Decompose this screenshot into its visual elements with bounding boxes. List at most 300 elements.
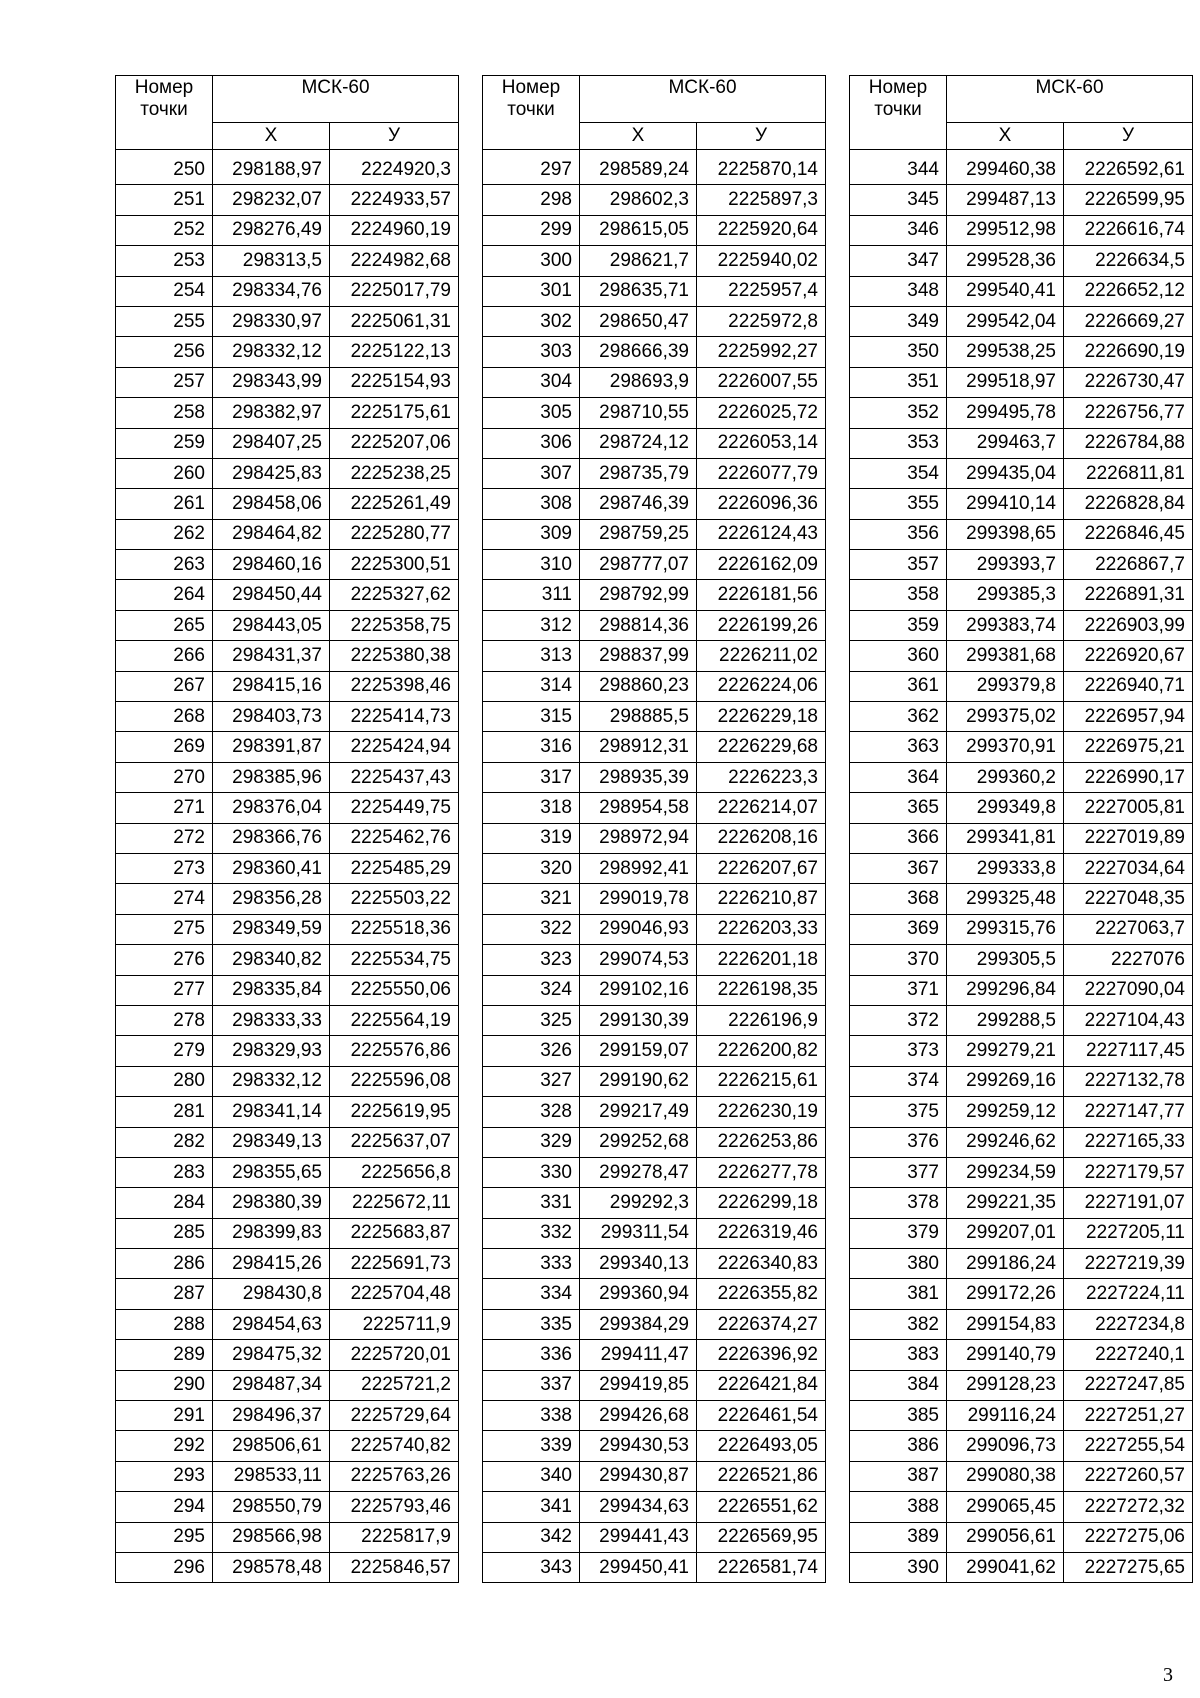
x-coordinate-cell: 299341,81 bbox=[947, 823, 1064, 853]
table-row bbox=[483, 185, 826, 215]
table-row bbox=[116, 1218, 459, 1248]
point-number-cell: 382 bbox=[850, 1309, 947, 1339]
y-coordinate-cell: 2225534,75 bbox=[330, 945, 459, 975]
x-coordinate-cell: 298366,76 bbox=[213, 823, 330, 853]
table-row bbox=[850, 458, 1193, 488]
y-coordinate-cell: 2227191,07 bbox=[1064, 1188, 1193, 1218]
y-coordinate-cell: 2226340,83 bbox=[697, 1249, 826, 1279]
x-coordinate-cell: 299542,04 bbox=[947, 306, 1064, 336]
table-row bbox=[850, 1127, 1193, 1157]
point-number-cell: 371 bbox=[850, 975, 947, 1005]
x-coordinate-cell: 299217,49 bbox=[580, 1097, 697, 1127]
x-coordinate-cell: 298621,7 bbox=[580, 246, 697, 276]
x-coordinate-cell: 299190,62 bbox=[580, 1066, 697, 1096]
point-number-cell: 354 bbox=[850, 458, 947, 488]
x-coordinate-cell: 299384,29 bbox=[580, 1309, 697, 1339]
point-number-cell: 344 bbox=[850, 150, 947, 185]
x-coordinate-cell: 299056,61 bbox=[947, 1522, 1064, 1552]
point-number-cell: 349 bbox=[850, 306, 947, 336]
point-number-cell: 302 bbox=[483, 306, 580, 336]
y-coordinate-cell: 2226124,43 bbox=[697, 519, 826, 549]
point-number-cell: 295 bbox=[116, 1522, 213, 1552]
point-number-cell: 299 bbox=[483, 215, 580, 245]
x-coordinate-cell: 298487,34 bbox=[213, 1370, 330, 1400]
table-row bbox=[116, 1492, 459, 1522]
table-row bbox=[850, 610, 1193, 640]
table-row bbox=[116, 823, 459, 853]
table-row bbox=[850, 1401, 1193, 1431]
point-number-cell: 390 bbox=[850, 1552, 947, 1582]
coordinate-system-header: МСК-60 bbox=[213, 76, 459, 123]
table-row bbox=[116, 945, 459, 975]
point-number-cell: 384 bbox=[850, 1370, 947, 1400]
table-row bbox=[483, 1249, 826, 1279]
table-row bbox=[850, 306, 1193, 336]
y-coordinate-cell: 2225207,06 bbox=[330, 428, 459, 458]
table-row bbox=[116, 398, 459, 428]
table-row bbox=[850, 1461, 1193, 1491]
x-coordinate-cell: 298759,25 bbox=[580, 519, 697, 549]
y-coordinate-cell: 2227132,78 bbox=[1064, 1066, 1193, 1096]
point-number-cell: 330 bbox=[483, 1157, 580, 1187]
x-coordinate-cell: 298349,13 bbox=[213, 1127, 330, 1157]
point-number-cell: 327 bbox=[483, 1066, 580, 1096]
x-coordinate-cell: 299128,23 bbox=[947, 1370, 1064, 1400]
y-coordinate-cell: 2226669,27 bbox=[1064, 306, 1193, 336]
x-coordinate-cell: 299370,91 bbox=[947, 732, 1064, 762]
x-coordinate-cell: 299398,65 bbox=[947, 519, 1064, 549]
table-row bbox=[116, 276, 459, 306]
y-coordinate-cell: 2225261,49 bbox=[330, 489, 459, 519]
x-coordinate-cell: 298380,39 bbox=[213, 1188, 330, 1218]
x-coordinate-cell: 299207,01 bbox=[947, 1218, 1064, 1248]
y-coordinate-cell: 2226551,62 bbox=[697, 1492, 826, 1522]
table-row bbox=[483, 1461, 826, 1491]
table-row bbox=[850, 1309, 1193, 1339]
table-row bbox=[116, 975, 459, 1005]
y-coordinate-cell: 2227165,33 bbox=[1064, 1127, 1193, 1157]
y-coordinate-cell: 2226181,56 bbox=[697, 580, 826, 610]
x-coordinate-cell: 299450,41 bbox=[580, 1552, 697, 1582]
x-coordinate-cell: 299116,24 bbox=[947, 1401, 1064, 1431]
point-number-cell: 253 bbox=[116, 246, 213, 276]
y-coordinate-cell: 2225940,02 bbox=[697, 246, 826, 276]
x-coordinate-cell: 299385,3 bbox=[947, 580, 1064, 610]
x-coordinate-cell: 299259,12 bbox=[947, 1097, 1064, 1127]
y-coordinate-cell: 2226891,31 bbox=[1064, 580, 1193, 610]
x-coordinate-cell: 299269,16 bbox=[947, 1066, 1064, 1096]
table-row bbox=[483, 1279, 826, 1309]
point-number-cell: 303 bbox=[483, 337, 580, 367]
x-coordinate-cell: 299518,97 bbox=[947, 367, 1064, 397]
point-number-cell: 274 bbox=[116, 884, 213, 914]
x-coordinate-cell: 299140,79 bbox=[947, 1340, 1064, 1370]
y-coordinate-cell: 2225017,79 bbox=[330, 276, 459, 306]
point-number-cell: 288 bbox=[116, 1309, 213, 1339]
y-coordinate-cell: 2227104,43 bbox=[1064, 1005, 1193, 1035]
table-row bbox=[850, 1552, 1193, 1582]
point-number-cell: 345 bbox=[850, 185, 947, 215]
table-row bbox=[850, 975, 1193, 1005]
table-row bbox=[483, 489, 826, 519]
point-number-cell: 361 bbox=[850, 671, 947, 701]
x-coordinate-cell: 298475,32 bbox=[213, 1340, 330, 1370]
x-coordinate-cell: 299315,76 bbox=[947, 914, 1064, 944]
x-coordinate-cell: 298349,59 bbox=[213, 914, 330, 944]
x-coordinate-cell: 298860,23 bbox=[580, 671, 697, 701]
point-number-cell: 267 bbox=[116, 671, 213, 701]
point-number-cell: 342 bbox=[483, 1522, 580, 1552]
point-number-cell: 346 bbox=[850, 215, 947, 245]
table-row bbox=[483, 150, 826, 185]
x-coordinate-cell: 298343,99 bbox=[213, 367, 330, 397]
y-coordinate-cell: 2227019,89 bbox=[1064, 823, 1193, 853]
y-coordinate-cell: 2225870,14 bbox=[697, 150, 826, 185]
y-coordinate-cell: 2225817,9 bbox=[330, 1522, 459, 1552]
point-number-cell: 275 bbox=[116, 914, 213, 944]
point-number-cell: 347 bbox=[850, 246, 947, 276]
point-number-cell: 362 bbox=[850, 702, 947, 732]
y-coordinate-cell: 2225503,22 bbox=[330, 884, 459, 914]
x-coordinate-cell: 298912,31 bbox=[580, 732, 697, 762]
x-coordinate-cell: 299340,13 bbox=[580, 1249, 697, 1279]
point-number-header-line1: Номер bbox=[868, 77, 928, 98]
y-coordinate-cell: 2226229,18 bbox=[697, 702, 826, 732]
x-coordinate-cell: 299096,73 bbox=[947, 1431, 1064, 1461]
x-coordinate-cell: 298329,93 bbox=[213, 1036, 330, 1066]
table-row bbox=[483, 1522, 826, 1552]
point-number-cell: 376 bbox=[850, 1127, 947, 1157]
y-coordinate-cell: 2226396,92 bbox=[697, 1340, 826, 1370]
x-coordinate-cell: 298954,58 bbox=[580, 793, 697, 823]
table-row bbox=[850, 489, 1193, 519]
point-number-cell: 383 bbox=[850, 1340, 947, 1370]
table-row bbox=[483, 1309, 826, 1339]
y-coordinate-cell: 2226199,26 bbox=[697, 610, 826, 640]
table-row bbox=[483, 762, 826, 792]
x-coordinate-cell: 298341,14 bbox=[213, 1097, 330, 1127]
table-row bbox=[850, 1097, 1193, 1127]
y-coordinate-cell: 2225721,2 bbox=[330, 1370, 459, 1400]
x-coordinate-cell: 299102,16 bbox=[580, 975, 697, 1005]
y-coordinate-cell: 2226210,87 bbox=[697, 884, 826, 914]
table-row bbox=[483, 732, 826, 762]
x-coordinate-cell: 299435,04 bbox=[947, 458, 1064, 488]
x-coordinate-cell: 299296,84 bbox=[947, 975, 1064, 1005]
y-coordinate-cell: 2226903,99 bbox=[1064, 610, 1193, 640]
x-coordinate-cell: 298814,36 bbox=[580, 610, 697, 640]
y-coordinate-cell: 2225122,13 bbox=[330, 337, 459, 367]
y-coordinate-cell: 2226756,77 bbox=[1064, 398, 1193, 428]
table-row bbox=[116, 489, 459, 519]
point-number-cell: 251 bbox=[116, 185, 213, 215]
x-coordinate-cell: 298837,99 bbox=[580, 641, 697, 671]
coordinate-system-header: МСК-60 bbox=[580, 76, 826, 123]
x-coordinate-cell: 298385,96 bbox=[213, 762, 330, 792]
y-coordinate-cell: 2227240,1 bbox=[1064, 1340, 1193, 1370]
point-number-cell: 337 bbox=[483, 1370, 580, 1400]
point-number-cell: 320 bbox=[483, 853, 580, 883]
x-coordinate-cell: 298693,9 bbox=[580, 367, 697, 397]
table-row bbox=[850, 1005, 1193, 1035]
table-row bbox=[116, 914, 459, 944]
y-coordinate-cell: 2226493,05 bbox=[697, 1431, 826, 1461]
x-coordinate-cell: 299080,38 bbox=[947, 1461, 1064, 1491]
point-number-cell: 268 bbox=[116, 702, 213, 732]
point-number-cell: 292 bbox=[116, 1431, 213, 1461]
table-row bbox=[483, 428, 826, 458]
x-coordinate-cell: 299130,39 bbox=[580, 1005, 697, 1035]
x-coordinate-cell: 299252,68 bbox=[580, 1127, 697, 1157]
table-row bbox=[116, 150, 459, 185]
y-coordinate-cell: 2225280,77 bbox=[330, 519, 459, 549]
table-row bbox=[850, 793, 1193, 823]
y-coordinate-cell: 2225550,06 bbox=[330, 975, 459, 1005]
y-coordinate-cell: 2226223,3 bbox=[697, 762, 826, 792]
table-row bbox=[850, 550, 1193, 580]
x-coordinate-cell: 299288,5 bbox=[947, 1005, 1064, 1035]
point-number-cell: 287 bbox=[116, 1279, 213, 1309]
point-number-cell: 271 bbox=[116, 793, 213, 823]
coordinates-body bbox=[116, 150, 459, 1583]
y-coordinate-cell: 2226569,95 bbox=[697, 1522, 826, 1552]
table-row bbox=[483, 306, 826, 336]
y-coordinate-cell: 2226007,55 bbox=[697, 367, 826, 397]
point-number-cell: 355 bbox=[850, 489, 947, 519]
point-number-cell: 341 bbox=[483, 1492, 580, 1522]
y-coordinate-cell: 2227005,81 bbox=[1064, 793, 1193, 823]
table-row bbox=[483, 641, 826, 671]
y-coordinate-cell: 2226616,74 bbox=[1064, 215, 1193, 245]
y-coordinate-cell: 2224982,68 bbox=[330, 246, 459, 276]
table-row bbox=[116, 1036, 459, 1066]
x-coordinate-cell: 299375,02 bbox=[947, 702, 1064, 732]
table-row bbox=[850, 519, 1193, 549]
y-coordinate-cell: 2225576,86 bbox=[330, 1036, 459, 1066]
x-coordinate-cell: 299159,07 bbox=[580, 1036, 697, 1066]
x-coordinate-cell: 299441,43 bbox=[580, 1522, 697, 1552]
y-coordinate-cell: 2224920,3 bbox=[330, 150, 459, 185]
table-row bbox=[850, 150, 1193, 185]
point-number-cell: 369 bbox=[850, 914, 947, 944]
point-number-cell: 366 bbox=[850, 823, 947, 853]
y-coordinate-cell: 2226730,47 bbox=[1064, 367, 1193, 397]
point-number-cell: 389 bbox=[850, 1522, 947, 1552]
x-coordinate-cell: 298550,79 bbox=[213, 1492, 330, 1522]
y-coordinate-cell: 2225763,26 bbox=[330, 1461, 459, 1491]
x-coordinate-cell: 299305,5 bbox=[947, 945, 1064, 975]
point-number-cell: 283 bbox=[116, 1157, 213, 1187]
table-row bbox=[116, 246, 459, 276]
y-coordinate-cell: 2225380,38 bbox=[330, 641, 459, 671]
x-coordinate-cell: 298992,41 bbox=[580, 853, 697, 883]
y-coordinate-cell: 2226784,88 bbox=[1064, 428, 1193, 458]
y-coordinate-cell: 2226634,5 bbox=[1064, 246, 1193, 276]
y-coordinate-cell: 2225414,73 bbox=[330, 702, 459, 732]
x-coordinate-cell: 298399,83 bbox=[213, 1218, 330, 1248]
point-number-cell: 265 bbox=[116, 610, 213, 640]
y-coordinate-cell: 2225740,82 bbox=[330, 1431, 459, 1461]
x-coordinate-cell: 298496,37 bbox=[213, 1401, 330, 1431]
x-coordinate-cell: 298533,11 bbox=[213, 1461, 330, 1491]
table-row bbox=[116, 337, 459, 367]
y-coordinate-cell: 2225238,25 bbox=[330, 458, 459, 488]
point-number-cell: 259 bbox=[116, 428, 213, 458]
x-coordinate-cell: 299540,41 bbox=[947, 276, 1064, 306]
table-row bbox=[116, 732, 459, 762]
coordinates-body bbox=[483, 150, 826, 1583]
point-number-cell: 266 bbox=[116, 641, 213, 671]
point-number-cell: 378 bbox=[850, 1188, 947, 1218]
y-coordinate-cell: 2226077,79 bbox=[697, 458, 826, 488]
x-coordinate-cell: 299460,38 bbox=[947, 150, 1064, 185]
point-number-header-line1: Номер bbox=[501, 77, 561, 98]
table-row bbox=[116, 519, 459, 549]
point-number-cell: 312 bbox=[483, 610, 580, 640]
table-row bbox=[850, 215, 1193, 245]
y-coordinate-cell: 2225154,93 bbox=[330, 367, 459, 397]
table-row bbox=[850, 732, 1193, 762]
x-coordinate-cell: 298360,41 bbox=[213, 853, 330, 883]
point-number-cell: 372 bbox=[850, 1005, 947, 1035]
y-coordinate-cell: 2226975,21 bbox=[1064, 732, 1193, 762]
point-number-cell: 359 bbox=[850, 610, 947, 640]
table-row bbox=[850, 1249, 1193, 1279]
y-coordinate-cell: 2226652,12 bbox=[1064, 276, 1193, 306]
y-coordinate-cell: 2226957,94 bbox=[1064, 702, 1193, 732]
y-coordinate-cell: 2227205,11 bbox=[1064, 1218, 1193, 1248]
y-header: У bbox=[697, 123, 826, 150]
table-row bbox=[850, 337, 1193, 367]
y-coordinate-cell: 2226053,14 bbox=[697, 428, 826, 458]
point-number-cell: 284 bbox=[116, 1188, 213, 1218]
point-number-cell: 370 bbox=[850, 945, 947, 975]
table-row bbox=[116, 367, 459, 397]
point-number-cell: 367 bbox=[850, 853, 947, 883]
y-coordinate-cell: 2226215,61 bbox=[697, 1066, 826, 1096]
table-row bbox=[483, 1370, 826, 1400]
y-coordinate-cell: 2227117,45 bbox=[1064, 1036, 1193, 1066]
y-coordinate-cell: 2226224,06 bbox=[697, 671, 826, 701]
y-coordinate-cell: 2226940,71 bbox=[1064, 671, 1193, 701]
x-coordinate-cell: 298450,44 bbox=[213, 580, 330, 610]
table-row bbox=[116, 1340, 459, 1370]
point-number-cell: 309 bbox=[483, 519, 580, 549]
table-row bbox=[483, 337, 826, 367]
x-coordinate-cell: 299379,8 bbox=[947, 671, 1064, 701]
point-number-cell: 257 bbox=[116, 367, 213, 397]
point-number-cell: 306 bbox=[483, 428, 580, 458]
table-row bbox=[483, 550, 826, 580]
table-row bbox=[116, 580, 459, 610]
x-coordinate-cell: 298735,79 bbox=[580, 458, 697, 488]
y-coordinate-cell: 2226200,82 bbox=[697, 1036, 826, 1066]
x-coordinate-cell: 298356,28 bbox=[213, 884, 330, 914]
y-coordinate-cell: 2225846,57 bbox=[330, 1552, 459, 1582]
x-coordinate-cell: 298935,39 bbox=[580, 762, 697, 792]
x-coordinate-cell: 299463,7 bbox=[947, 428, 1064, 458]
point-number-cell: 373 bbox=[850, 1036, 947, 1066]
x-coordinate-cell: 298407,25 bbox=[213, 428, 330, 458]
point-number-cell: 258 bbox=[116, 398, 213, 428]
table-row bbox=[850, 185, 1193, 215]
table-row bbox=[116, 762, 459, 792]
y-coordinate-cell: 2227063,7 bbox=[1064, 914, 1193, 944]
y-coordinate-cell: 2227219,39 bbox=[1064, 1249, 1193, 1279]
point-number-cell: 387 bbox=[850, 1461, 947, 1491]
x-coordinate-cell: 298972,94 bbox=[580, 823, 697, 853]
point-number-cell: 356 bbox=[850, 519, 947, 549]
point-number-cell: 388 bbox=[850, 1492, 947, 1522]
point-number-cell: 264 bbox=[116, 580, 213, 610]
point-number-cell: 286 bbox=[116, 1249, 213, 1279]
y-coordinate-cell: 2226355,82 bbox=[697, 1279, 826, 1309]
y-coordinate-cell: 2226229,68 bbox=[697, 732, 826, 762]
x-coordinate-cell: 299419,85 bbox=[580, 1370, 697, 1400]
point-number-cell: 307 bbox=[483, 458, 580, 488]
x-coordinate-cell: 299065,45 bbox=[947, 1492, 1064, 1522]
y-coordinate-cell: 2227255,54 bbox=[1064, 1431, 1193, 1461]
y-coordinate-cell: 2225619,95 bbox=[330, 1097, 459, 1127]
x-coordinate-cell: 298777,07 bbox=[580, 550, 697, 580]
x-coordinate-cell: 298355,65 bbox=[213, 1157, 330, 1187]
x-coordinate-cell: 299360,94 bbox=[580, 1279, 697, 1309]
y-coordinate-cell: 2226811,81 bbox=[1064, 458, 1193, 488]
point-number-cell: 311 bbox=[483, 580, 580, 610]
table-row bbox=[483, 215, 826, 245]
point-number-cell: 313 bbox=[483, 641, 580, 671]
table-row bbox=[116, 1097, 459, 1127]
x-coordinate-cell: 299349,8 bbox=[947, 793, 1064, 823]
point-number-cell: 333 bbox=[483, 1249, 580, 1279]
table-row bbox=[850, 1218, 1193, 1248]
point-number-cell: 377 bbox=[850, 1157, 947, 1187]
y-coordinate-cell: 2225437,43 bbox=[330, 762, 459, 792]
point-number-cell: 277 bbox=[116, 975, 213, 1005]
table-row bbox=[850, 1279, 1193, 1309]
table-row bbox=[116, 853, 459, 883]
point-number-cell: 256 bbox=[116, 337, 213, 367]
point-number-cell: 321 bbox=[483, 884, 580, 914]
y-coordinate-cell: 2226096,36 bbox=[697, 489, 826, 519]
y-coordinate-cell: 2226374,27 bbox=[697, 1309, 826, 1339]
coordinate-system-header: МСК-60 bbox=[947, 76, 1193, 123]
y-coordinate-cell: 2226253,86 bbox=[697, 1127, 826, 1157]
point-number-cell: 281 bbox=[116, 1097, 213, 1127]
point-number-cell: 325 bbox=[483, 1005, 580, 1035]
point-number-cell: 332 bbox=[483, 1218, 580, 1248]
point-number-cell: 336 bbox=[483, 1340, 580, 1370]
table-row bbox=[483, 671, 826, 701]
y-coordinate-cell: 2225398,46 bbox=[330, 671, 459, 701]
x-coordinate-cell: 299154,83 bbox=[947, 1309, 1064, 1339]
point-number-cell: 314 bbox=[483, 671, 580, 701]
point-number-cell: 276 bbox=[116, 945, 213, 975]
y-coordinate-cell: 2227147,77 bbox=[1064, 1097, 1193, 1127]
point-number-cell: 386 bbox=[850, 1431, 947, 1461]
x-coordinate-cell: 298415,16 bbox=[213, 671, 330, 701]
y-coordinate-cell: 2224933,57 bbox=[330, 185, 459, 215]
point-number-cell: 260 bbox=[116, 458, 213, 488]
y-coordinate-cell: 2226203,33 bbox=[697, 914, 826, 944]
x-coordinate-cell: 299019,78 bbox=[580, 884, 697, 914]
table-row bbox=[483, 793, 826, 823]
point-number-cell: 289 bbox=[116, 1340, 213, 1370]
x-coordinate-cell: 298454,63 bbox=[213, 1309, 330, 1339]
table-row bbox=[483, 1492, 826, 1522]
coordinates-table-3 bbox=[849, 75, 1193, 1583]
point-number-cell: 269 bbox=[116, 732, 213, 762]
